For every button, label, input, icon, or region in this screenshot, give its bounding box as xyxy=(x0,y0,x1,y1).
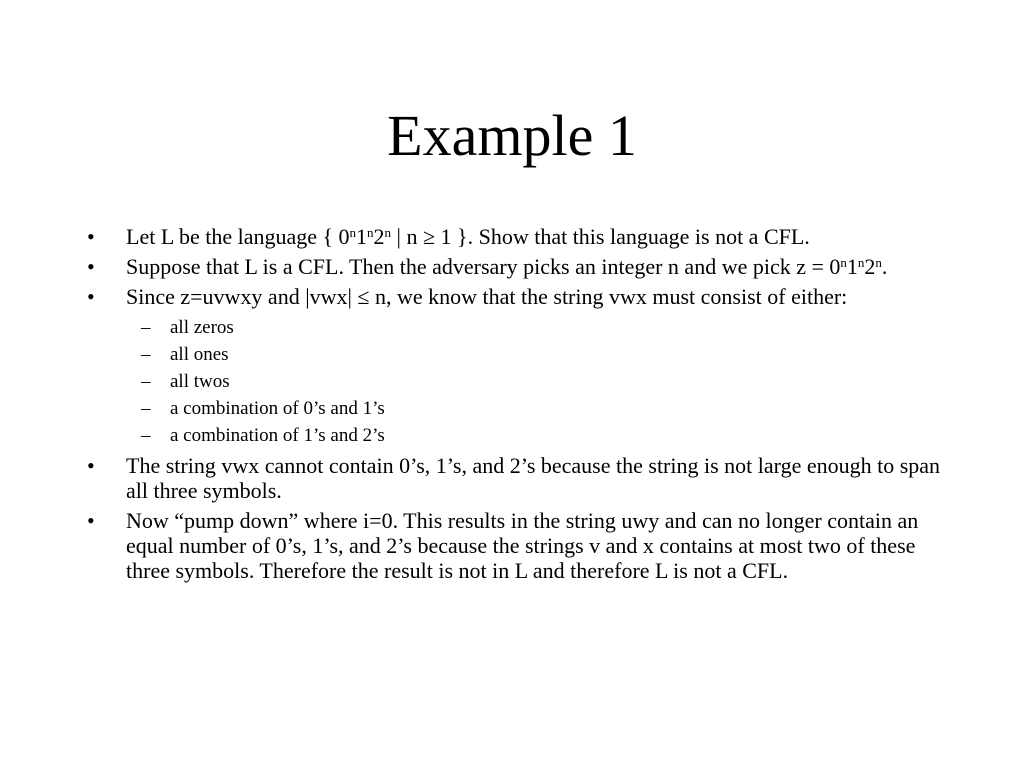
sub-item-all-zeros xyxy=(0,314,1024,341)
sub-list xyxy=(0,314,1024,449)
bullet-pump-down xyxy=(0,508,1024,583)
sub-item-text: all ones xyxy=(170,344,229,365)
bullet-marker: • xyxy=(87,508,95,533)
bullet-text: Since z=uvwxy and |vwx| ≤ n, we know that the string vwx must consist of either: xyxy=(126,284,848,309)
sub-item-all-twos xyxy=(0,368,1024,395)
bullet-marker: • xyxy=(87,453,95,478)
sub-item-zeros-ones xyxy=(0,395,1024,422)
bullet-text: Now “pump down” where i=0. This results in the string uwy and can no longer contain an equal number of 0’s, 1’s, and 2’s because the strings v and x contains at most two of these three symbols. Therefore the result is not in L and therefore L is not a CFL. xyxy=(126,508,919,583)
sub-item-text: all twos xyxy=(170,371,230,392)
sub-item-text: a combination of 1’s and 2’s xyxy=(170,425,385,446)
bullet-vwx-cannot-contain xyxy=(0,453,1024,503)
bullet-marker: • xyxy=(87,254,95,279)
sub-marker: – xyxy=(141,317,151,338)
bullet-marker: • xyxy=(87,224,95,249)
bullet-text: Let L be the language { 0$^n$1$^n$2$^n$ | n ≥ 1 }. Show that this language is not a CFL. xyxy=(126,224,810,249)
bullet-vwx-consists xyxy=(0,284,1024,309)
sub-marker: – xyxy=(141,371,151,392)
slide-body xyxy=(0,224,1024,588)
sub-item-all-ones xyxy=(0,341,1024,368)
bullet-text: The string vwx cannot contain 0’s, 1’s, and 2’s because the string is not large enough to span all three symbols. xyxy=(126,453,941,503)
sub-marker: – xyxy=(141,425,151,446)
sub-item-ones-twos xyxy=(0,422,1024,449)
bullet-language-definition xyxy=(0,224,1024,249)
sub-marker: – xyxy=(141,344,151,365)
sub-item-text: all zeros xyxy=(170,317,234,338)
bullet-marker: • xyxy=(87,284,95,309)
bullet-suppose-cfl xyxy=(0,254,1024,279)
sub-item-text: a combination of 0’s and 1’s xyxy=(170,398,385,419)
sub-marker: – xyxy=(141,398,151,419)
bullet-text: Suppose that L is a CFL. Then the adversary picks an integer n and we pick $z = 0^n1^n2^n$. xyxy=(126,254,888,279)
slide-title: Example 1 xyxy=(387,103,637,168)
